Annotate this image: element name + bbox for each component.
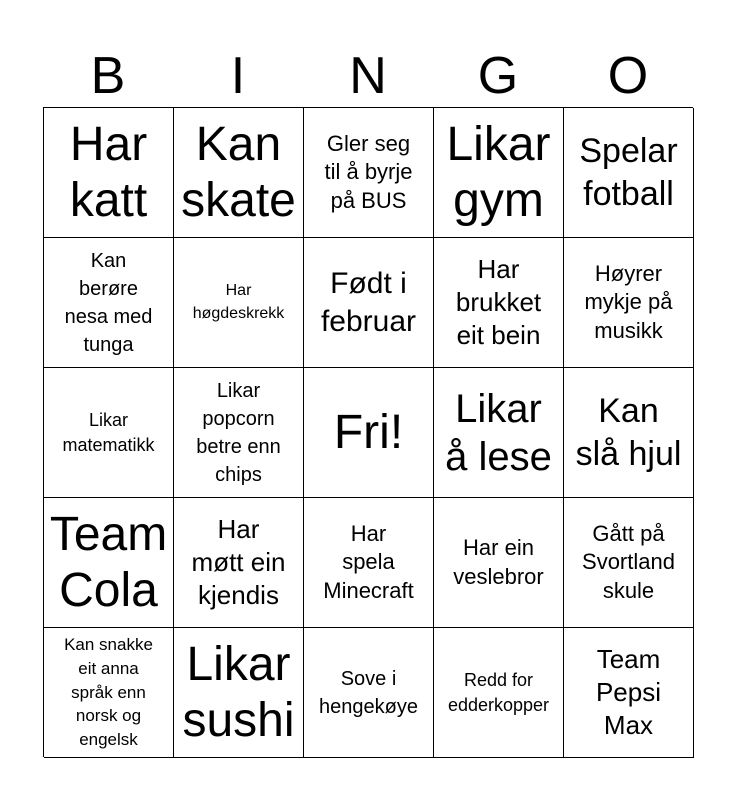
bingo-cell-text: Likar matematikk [62,410,155,455]
bingo-cell[interactable] [174,238,304,368]
bingo-cell[interactable] [304,108,434,238]
bingo-cell-text: Likar gym [446,117,551,227]
bingo-cell-text: Kan snakke eit anna språk enn norsk og engelsk [64,635,153,750]
bingo-cell[interactable] [434,108,564,238]
bingo-cell[interactable] [174,368,304,498]
bingo-cell-text: Gått på Svortland skule [582,520,675,603]
bingo-cell[interactable] [44,238,174,368]
bingo-cell[interactable] [564,238,694,368]
bingo-cell-text: Født i februar [320,267,417,338]
bingo-cell[interactable] [174,498,304,628]
bingo-cell-text: Team Pepsi Max [595,643,662,741]
bingo-cell[interactable] [174,628,304,758]
bingo-cell[interactable] [44,498,174,628]
header-letter-g: G [477,47,519,105]
bingo-cell[interactable] [564,628,694,758]
bingo-cell[interactable] [564,498,694,628]
bingo-cell-text: Har katt [69,117,148,227]
bingo-cell[interactable] [304,238,434,368]
header-letter-i: I [230,47,246,105]
bingo-cell-text: Spelar fotball [579,132,678,213]
header-letter-n: N [349,47,387,105]
bingo-cell-text: Kan skate [181,117,296,227]
bingo-cell-text: Likar å lese [445,386,552,479]
bingo-cell[interactable] [304,498,434,628]
bingo-cell-text: Har ein veslebror [453,534,544,589]
header-letter-b: B [90,47,126,105]
bingo-cell-text: Høyrer mykje på musikk [584,260,673,343]
bingo-cell-text: Har brukket eit bein [455,253,542,351]
bingo-cell[interactable] [434,368,564,498]
bingo-cell-text: Likar popcorn betre enn chips [196,379,281,486]
bingo-cell-text: Har møtt ein kjendis [191,513,286,611]
bingo-cell-text: Team Cola [49,507,168,617]
bingo-cell[interactable] [434,238,564,368]
bingo-cell-text: Kan berøre nesa med tunga [64,249,153,356]
header-letter-o: O [607,47,649,105]
bingo-cell-text: Kan slå hjul [575,392,682,473]
bingo-cell[interactable] [304,368,434,498]
bingo-cell-text: Redd for edderkopper [447,670,550,715]
bingo-cell[interactable] [174,108,304,238]
bingo-cell[interactable] [564,368,694,498]
bingo-cell[interactable] [44,108,174,238]
bingo-cell-text: Likar sushi [182,637,295,747]
bingo-cell[interactable] [434,628,564,758]
bingo-cell[interactable] [44,628,174,758]
bingo-cell[interactable] [44,368,174,498]
bingo-header [43,44,693,108]
bingo-cell-text: Gler seg til å byrje på BUS [324,130,413,213]
bingo-cell-text: Fri! [333,405,404,459]
bingo-cell[interactable] [434,498,564,628]
bingo-cell[interactable] [304,628,434,758]
bingo-cell-text: Har høgdeskrekk [192,282,285,322]
bingo-cell[interactable] [564,108,694,238]
bingo-cell-text: Sove i hengekøye [319,667,418,718]
bingo-cell-text: Har spela Minecraft [323,520,414,603]
bingo-grid [43,107,693,757]
